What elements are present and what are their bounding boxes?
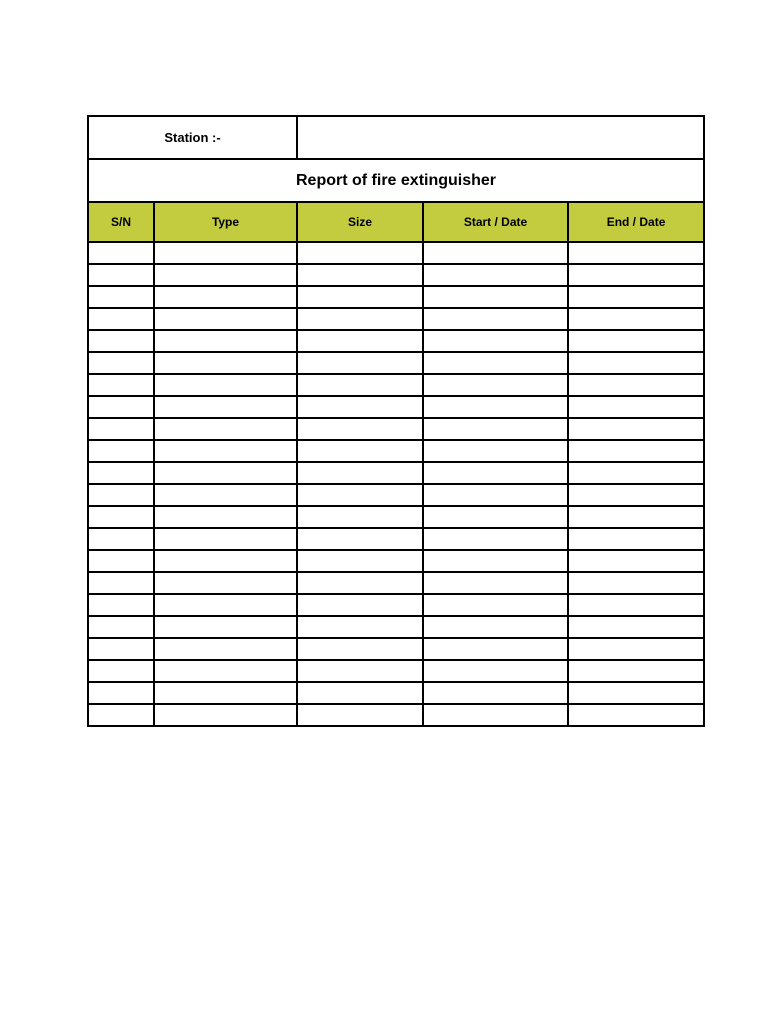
cell-start-date[interactable] [423, 418, 568, 440]
cell-sn[interactable] [88, 616, 154, 638]
cell-end-date[interactable] [568, 352, 704, 374]
cell-start-date[interactable] [423, 308, 568, 330]
cell-type[interactable] [154, 374, 297, 396]
cell-start-date[interactable] [423, 594, 568, 616]
table-row [88, 594, 704, 616]
cell-size[interactable] [297, 330, 423, 352]
cell-start-date[interactable] [423, 462, 568, 484]
column-header-end-date: End / Date [568, 202, 704, 242]
cell-sn[interactable] [88, 462, 154, 484]
cell-type[interactable] [154, 704, 297, 726]
cell-start-date[interactable] [423, 704, 568, 726]
cell-size[interactable] [297, 550, 423, 572]
cell-type[interactable] [154, 418, 297, 440]
cell-start-date[interactable] [423, 484, 568, 506]
cell-sn[interactable] [88, 572, 154, 594]
cell-size[interactable] [297, 594, 423, 616]
cell-size[interactable] [297, 572, 423, 594]
cell-end-date[interactable] [568, 682, 704, 704]
cell-sn[interactable] [88, 264, 154, 286]
cell-type[interactable] [154, 682, 297, 704]
table-row [88, 374, 704, 396]
cell-type[interactable] [154, 352, 297, 374]
cell-size[interactable] [297, 286, 423, 308]
cell-type[interactable] [154, 484, 297, 506]
column-header-size: Size [297, 202, 423, 242]
cell-type[interactable] [154, 506, 297, 528]
table-row [88, 462, 704, 484]
cell-start-date[interactable] [423, 440, 568, 462]
cell-sn[interactable] [88, 550, 154, 572]
cell-start-date[interactable] [423, 572, 568, 594]
cell-sn[interactable] [88, 484, 154, 506]
cell-start-date[interactable] [423, 352, 568, 374]
cell-size[interactable] [297, 660, 423, 682]
column-header-row [88, 202, 704, 242]
cell-start-date[interactable] [423, 616, 568, 638]
table-row [88, 528, 704, 550]
cell-end-date[interactable] [568, 484, 704, 506]
cell-start-date[interactable] [423, 528, 568, 550]
cell-size[interactable] [297, 462, 423, 484]
cell-type[interactable] [154, 440, 297, 462]
cell-start-date[interactable] [423, 638, 568, 660]
table-row [88, 682, 704, 704]
column-header-type: Type [154, 202, 297, 242]
cell-size[interactable] [297, 704, 423, 726]
cell-end-date[interactable] [568, 330, 704, 352]
cell-start-date[interactable] [423, 506, 568, 528]
cell-type[interactable] [154, 638, 297, 660]
cell-size[interactable] [297, 440, 423, 462]
cell-end-date[interactable] [568, 264, 704, 286]
cell-start-date[interactable] [423, 286, 568, 308]
cell-end-date[interactable] [568, 660, 704, 682]
cell-type[interactable] [154, 264, 297, 286]
cell-sn[interactable] [88, 242, 154, 264]
cell-sn[interactable] [88, 308, 154, 330]
cell-end-date[interactable] [568, 506, 704, 528]
cell-end-date[interactable] [568, 440, 704, 462]
cell-sn[interactable] [88, 286, 154, 308]
cell-end-date[interactable] [568, 550, 704, 572]
table-row [88, 418, 704, 440]
cell-size[interactable] [297, 374, 423, 396]
cell-type[interactable] [154, 242, 297, 264]
table-row [88, 572, 704, 594]
cell-sn[interactable] [88, 506, 154, 528]
cell-size[interactable] [297, 352, 423, 374]
table-row [88, 550, 704, 572]
column-header-sn: S/N [88, 202, 154, 242]
table-row [88, 242, 704, 264]
column-header-start-date: Start / Date [423, 202, 568, 242]
cell-start-date[interactable] [423, 682, 568, 704]
cell-end-date[interactable] [568, 616, 704, 638]
cell-sn[interactable] [88, 418, 154, 440]
cell-type[interactable] [154, 572, 297, 594]
cell-sn[interactable] [88, 660, 154, 682]
table-row [88, 352, 704, 374]
cell-sn[interactable] [88, 638, 154, 660]
cell-end-date[interactable] [568, 286, 704, 308]
cell-type[interactable] [154, 286, 297, 308]
table-row [88, 616, 704, 638]
cell-type[interactable] [154, 594, 297, 616]
cell-type[interactable] [154, 462, 297, 484]
cell-type[interactable] [154, 396, 297, 418]
cell-end-date[interactable] [568, 308, 704, 330]
table-row [88, 638, 704, 660]
cell-end-date[interactable] [568, 704, 704, 726]
table-row [88, 396, 704, 418]
cell-start-date[interactable] [423, 330, 568, 352]
table-row [88, 330, 704, 352]
table-row [88, 286, 704, 308]
table-row [88, 506, 704, 528]
cell-size[interactable] [297, 682, 423, 704]
table-row [88, 704, 704, 726]
cell-sn[interactable] [88, 704, 154, 726]
cell-size[interactable] [297, 484, 423, 506]
cell-size[interactable] [297, 616, 423, 638]
cell-end-date[interactable] [568, 572, 704, 594]
cell-size[interactable] [297, 308, 423, 330]
cell-end-date[interactable] [568, 374, 704, 396]
cell-end-date[interactable] [568, 396, 704, 418]
cell-size[interactable] [297, 528, 423, 550]
cell-end-date[interactable] [568, 594, 704, 616]
station-value-cell[interactable] [297, 116, 704, 159]
cell-sn[interactable] [88, 330, 154, 352]
cell-sn[interactable] [88, 528, 154, 550]
cell-start-date[interactable] [423, 396, 568, 418]
cell-type[interactable] [154, 330, 297, 352]
cell-type[interactable] [154, 528, 297, 550]
cell-start-date[interactable] [423, 264, 568, 286]
cell-start-date[interactable] [423, 242, 568, 264]
cell-sn[interactable] [88, 396, 154, 418]
table-row [88, 660, 704, 682]
cell-start-date[interactable] [423, 374, 568, 396]
station-label: Station :- [88, 116, 297, 159]
cell-sn[interactable] [88, 594, 154, 616]
table-row [88, 484, 704, 506]
cell-sn[interactable] [88, 374, 154, 396]
table-row [88, 440, 704, 462]
cell-size[interactable] [297, 242, 423, 264]
report-title: Report of fire extinguisher [88, 159, 704, 202]
cell-type[interactable] [154, 660, 297, 682]
cell-sn[interactable] [88, 440, 154, 462]
fire-extinguisher-report-table [87, 115, 705, 727]
cell-end-date[interactable] [568, 462, 704, 484]
table-row [88, 308, 704, 330]
station-row [88, 116, 704, 159]
cell-end-date[interactable] [568, 528, 704, 550]
cell-type[interactable] [154, 550, 297, 572]
cell-size[interactable] [297, 418, 423, 440]
cell-sn[interactable] [88, 352, 154, 374]
cell-start-date[interactable] [423, 550, 568, 572]
cell-start-date[interactable] [423, 660, 568, 682]
cell-size[interactable] [297, 638, 423, 660]
title-row [88, 159, 704, 202]
cell-type[interactable] [154, 308, 297, 330]
cell-end-date[interactable] [568, 638, 704, 660]
cell-type[interactable] [154, 616, 297, 638]
cell-end-date[interactable] [568, 418, 704, 440]
cell-sn[interactable] [88, 682, 154, 704]
cell-size[interactable] [297, 264, 423, 286]
cell-end-date[interactable] [568, 242, 704, 264]
table-row [88, 264, 704, 286]
cell-size[interactable] [297, 506, 423, 528]
cell-size[interactable] [297, 396, 423, 418]
